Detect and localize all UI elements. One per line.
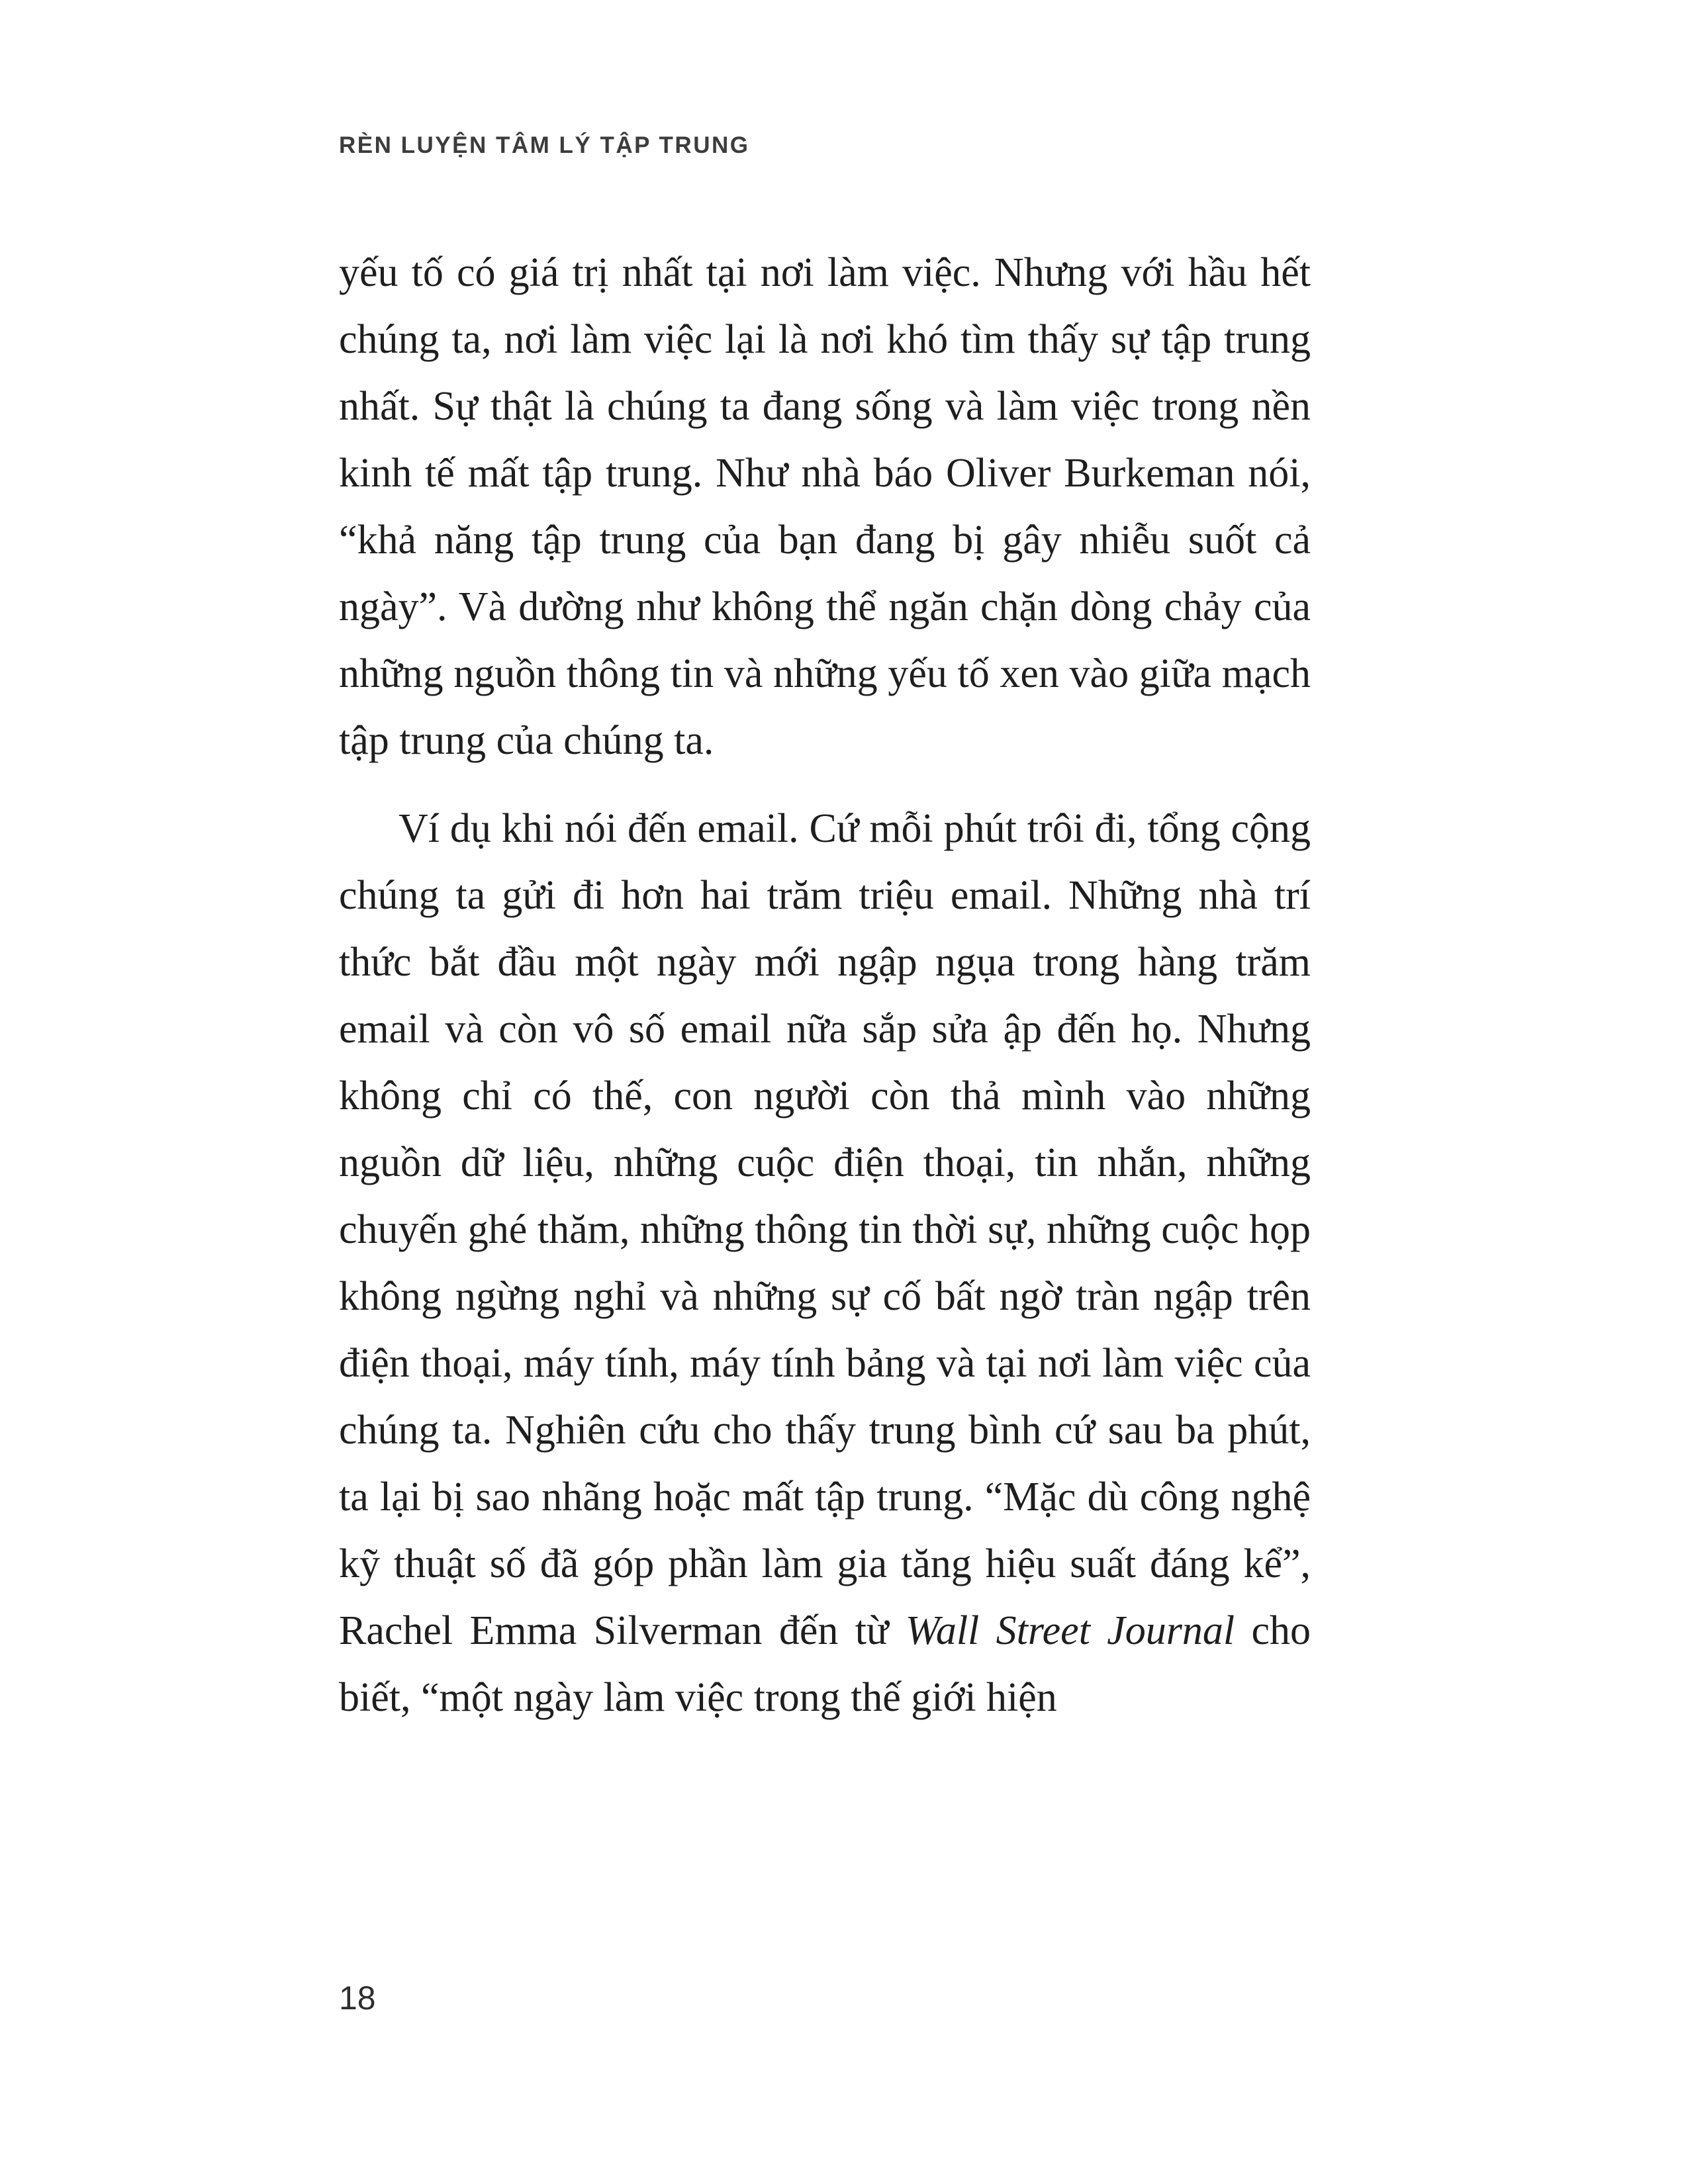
paragraph-2-continuation: cho biết, “một ngày làm việc trong thế giới hiện: [339, 1608, 1311, 1720]
paragraph-1: yếu tố có giá trị nhất tại nơi làm việc. Nhưng với hầu hết chúng ta, nơi làm việc lại là nơi khó tìm thấy sự tập trung nhất. Sự thật là chúng ta đang sống và làm việc trong nền kinh tế mất tập trung. Như nhà báo Oliver Burkeman nói, “khả năng tập trung của bạn đang bị gây nhiễu suốt cả ngày”. Và dường như không thể ngăn chặn dòng chảy của những nguồn thông tin và những yếu tố xen vào giữa mạch tập trung của chúng ta.: [339, 250, 1311, 763]
body-text: [339, 240, 1311, 1731]
paragraph-2: [339, 796, 1311, 1731]
paragraph-2-text: Ví dụ khi nói đến email. Cứ mỗi phút trôi đi, tổng cộng chúng ta gửi đi hơn hai trăm triệu email. Những nhà trí thức bắt đầu một ngày mới ngập ngụa trong hàng trăm email và còn vô số email nữa sắp sửa ập đến họ. Nhưng không chỉ có thế, con người còn thả mình vào những nguồn dữ liệu, những cuộc điện thoại, tin nhắn, những chuyến ghé thăm, những thông tin thời sự, những cuộc họp không ngừng nghỉ và những sự cố bất ngờ tràn ngập trên điện thoại, máy tính, máy tính bảng và tại nơi làm việc của chúng ta. Nghiên cứu cho thấy trung bình cứ sau ba phút, ta lại bị sao nhãng hoặc mất tập trung. “Mặc dù công nghệ kỹ thuật số đã góp phần làm gia tăng hiệu suất đáng kể”, Rachel Emma Silverman đến từ: [339, 806, 1311, 1653]
italic-publication-name: Wall Street Journal: [905, 1608, 1235, 1653]
page-number: 18: [339, 1979, 376, 2017]
running-header: RÈN LUYỆN TÂM LÝ TẬP TRUNG: [339, 132, 750, 158]
